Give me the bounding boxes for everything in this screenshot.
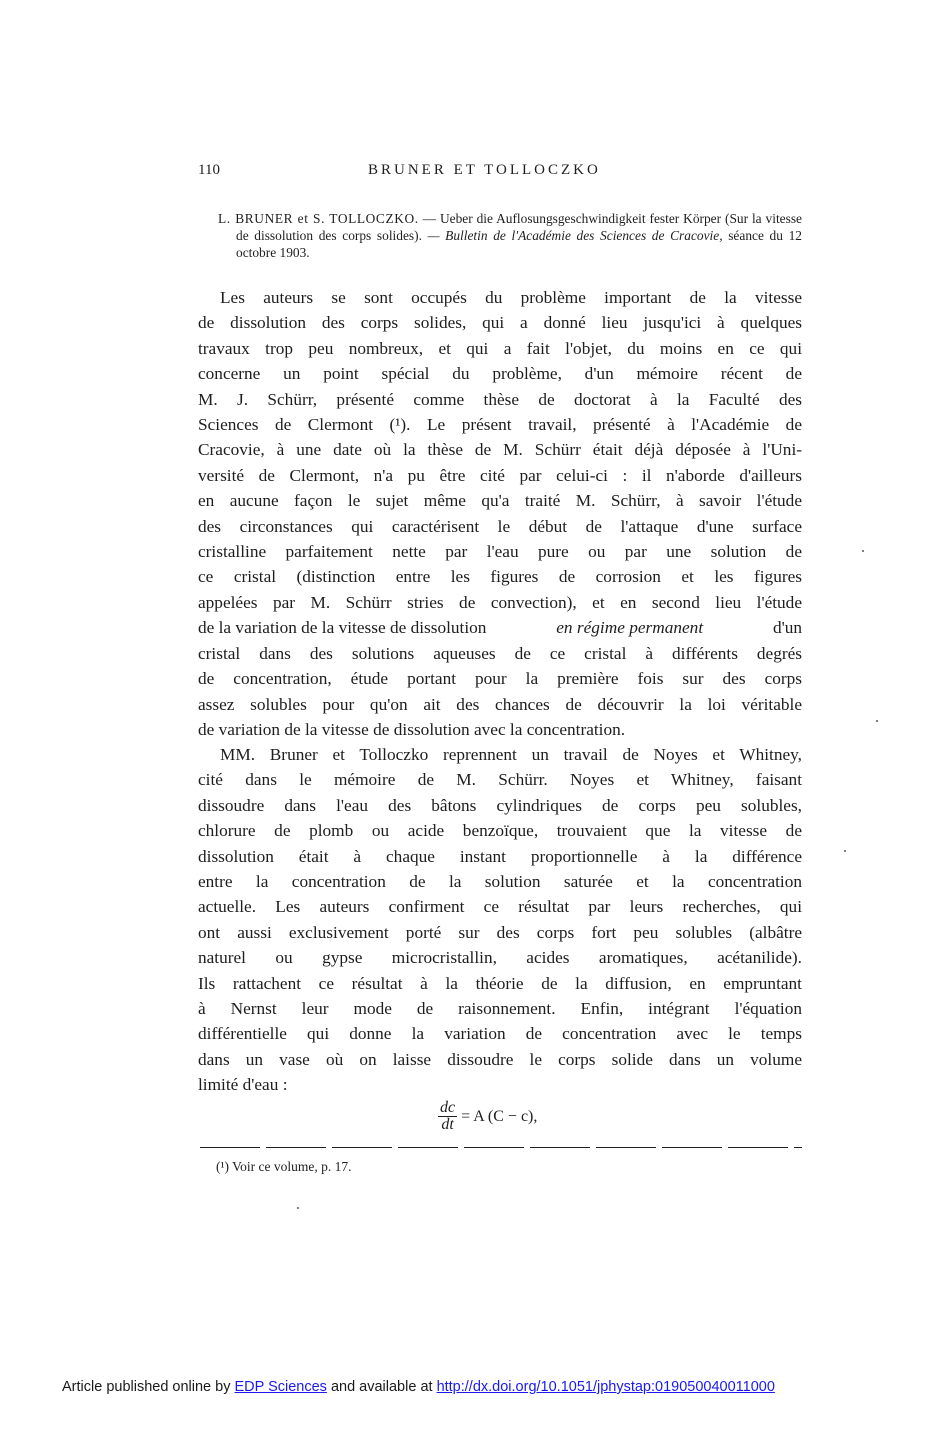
text-line: entre la concentration de la solution saturée et la concentration bbox=[198, 872, 802, 892]
equation-rhs: = A (C − c), bbox=[461, 1107, 538, 1125]
reference-session: séance du 12 octobre 1903. bbox=[236, 228, 802, 260]
text-line: ce cristal (distinction entre les figures de corrosion et les figures bbox=[198, 567, 802, 587]
footnote-rule bbox=[200, 1147, 802, 1148]
text-line: de variation de la vitesse de dissolution avec la concentration. bbox=[198, 719, 626, 739]
equation bbox=[438, 1100, 537, 1133]
text-line: concerne un point spécial du problème, d'un mémoire récent de bbox=[198, 364, 802, 384]
edp-sciences-link[interactable]: EDP Sciences bbox=[234, 1379, 327, 1395]
scan-speck bbox=[876, 720, 878, 722]
scan-speck bbox=[862, 550, 864, 552]
text-line: dissolution était à chaque instant proportionnelle à la différence bbox=[198, 846, 802, 866]
text-line: assez solubles pour qu'on ait des chances de découvrir la loi véritable bbox=[198, 694, 802, 714]
text-segment: de la variation de la vitesse de dissolution bbox=[198, 618, 487, 638]
equation-fraction bbox=[438, 1100, 457, 1133]
text-line: chlorure de plomb ou acide benzoïque, trouvaient que la vitesse de bbox=[198, 821, 802, 841]
text-line bbox=[198, 615, 802, 640]
reference-authors: L. BRUNER et S. TOLLOCZKO. bbox=[218, 211, 419, 226]
publisher-prefix: Article published online by bbox=[62, 1379, 231, 1395]
equation-denominator: dt bbox=[441, 1116, 454, 1133]
scan-speck bbox=[844, 850, 846, 852]
page-header bbox=[198, 162, 800, 184]
text-line: de concentration, étude portant pour la première fois sur des corps bbox=[198, 669, 802, 689]
text-line: en aucune façon le sujet même qu'a traité M. Schürr, à savoir l'étude bbox=[198, 491, 802, 511]
text-line: Les auteurs se sont occupés du problème important de la vitesse bbox=[220, 288, 802, 307]
publisher-middle: and available at bbox=[330, 1379, 433, 1395]
text-line: Cracovie, à une date où la thèse de M. Schürr était déjà déposée à l'Uni- bbox=[198, 440, 802, 460]
text-line: actuelle. Les auteurs confirment ce résultat par leurs recherches, qui bbox=[198, 897, 802, 917]
text-line: limité d'eau : bbox=[198, 1075, 288, 1095]
text-line: à Nernst leur mode de raisonnement. Enfin, intégrant l'équation bbox=[198, 999, 802, 1019]
text-line: naturel ou gypse microcristallin, acides aromatiques, acétanilide). bbox=[198, 948, 802, 968]
text-line: de dissolution des corps solides, qui a donné lieu jusqu'ici à quelques bbox=[198, 313, 802, 333]
text-line: MM. Bruner et Tolloczko reprennent un travail de Noyes et Whitney, bbox=[220, 745, 802, 764]
footnote: (¹) Voir ce volume, p. 17. bbox=[216, 1159, 352, 1174]
text-line: M. J. Schürr, présenté comme thèse de doctorat à la Faculté des bbox=[198, 389, 802, 409]
reference-title: — Ueber die Auflosungsgeschwindigkeit fester Körper (Sur la vitesse de dissolution des corps solides). bbox=[236, 211, 802, 243]
paragraph-2 bbox=[198, 742, 802, 1098]
italic-term: en régime permanent bbox=[556, 618, 704, 638]
running-head: BRUNER ET TOLLOCZKO bbox=[368, 162, 601, 178]
page-number: 110 bbox=[198, 162, 220, 178]
text-segment: d'un bbox=[772, 618, 802, 638]
doi-link[interactable]: http://dx.doi.org/10.1051/jphystap:019050040011000 bbox=[436, 1379, 775, 1395]
reference-journal: — Bulletin de l'Académie des Sciences de Cracovie, bbox=[427, 228, 723, 243]
text-line: appelées par M. Schürr stries de convection), et en second lieu l'étude bbox=[198, 592, 802, 612]
text-line: Ils rattachent ce résultat à la théorie de la diffusion, en empruntant bbox=[198, 973, 802, 993]
bibliographic-reference bbox=[218, 210, 802, 261]
text-line: Sciences de Clermont (¹). Le présent travail, présenté à l'Académie de bbox=[198, 415, 802, 435]
scan-speck bbox=[297, 1207, 299, 1209]
text-line: ont aussi exclusivement porté sur des corps fort peu solubles (albâtre bbox=[198, 922, 802, 942]
text-line: versité de Clermont, n'a pu être cité par celui-ci : il n'aborde d'ailleurs bbox=[198, 465, 802, 485]
text-line: dissoudre dans l'eau des bâtons cylindriques de corps peu solubles, bbox=[198, 795, 802, 815]
text-line: différentielle qui donne la variation de concentration avec le temps bbox=[198, 1024, 802, 1044]
text-line: travaux trop peu nombreux, et qui a fait l'objet, du moins en ce qui bbox=[198, 338, 802, 358]
text-line: cristal dans des solutions aqueuses de ce cristal à différents degrés bbox=[198, 643, 802, 663]
paragraph-1 bbox=[198, 285, 802, 742]
equation-numerator: dc bbox=[440, 1099, 456, 1116]
text-line: cité dans le mémoire de M. Schürr. Noyes et Whitney, faisant bbox=[198, 770, 802, 790]
text-line: dans un vase où on laisse dissoudre le corps solide dans un volume bbox=[198, 1049, 802, 1069]
text-line: cristalline parfaitement nette par l'eau pure ou par une solution de bbox=[198, 542, 802, 562]
text-line: des circonstances qui caractérisent le début de l'attaque d'une surface bbox=[198, 516, 802, 536]
publisher-footer bbox=[62, 1379, 775, 1395]
